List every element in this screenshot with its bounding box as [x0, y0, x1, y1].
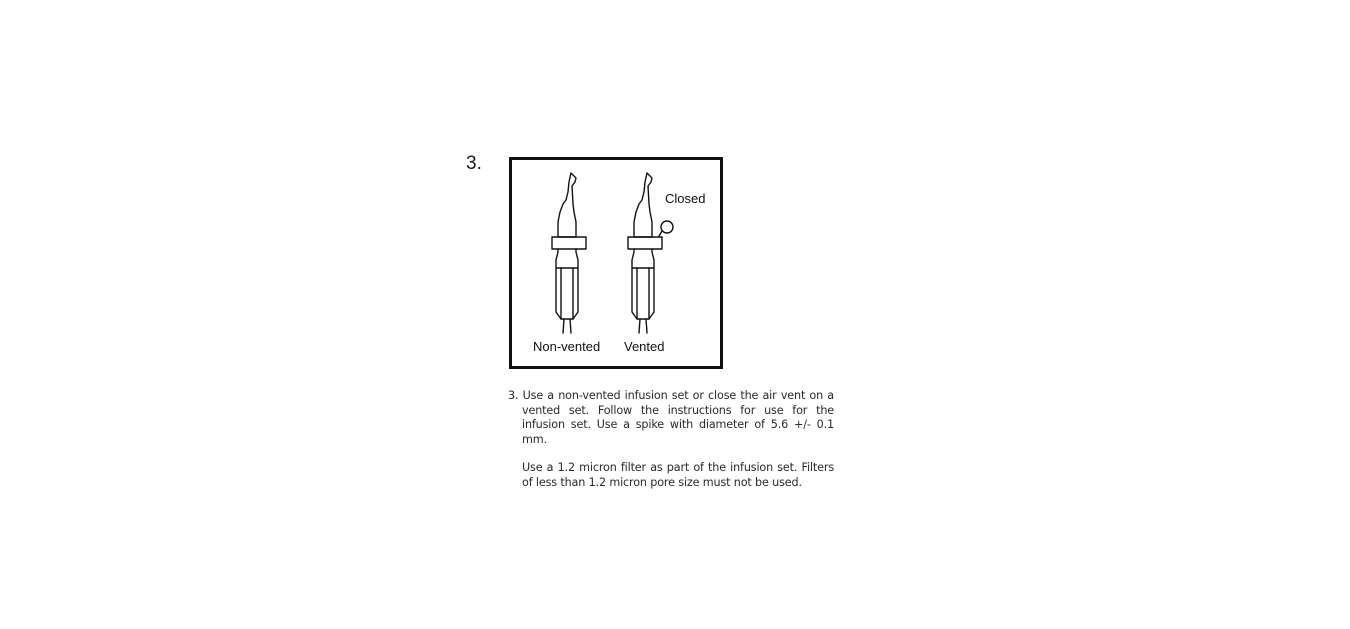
non-vented-spike-drawing [552, 173, 586, 333]
closed-label: Closed [665, 191, 706, 206]
non-vented-label: Non-vented [533, 339, 601, 354]
instruction-paragraph-1: 3. Use a non-vented infusion set or close the air vent on a vented set. Follow the instructions for use for the infusion set. Use a spike with diameter of 5.6 +/- 0.1 mm. [508, 389, 834, 446]
instruction-paragraph-2: Use a 1.2 micron filter as part of the infusion set. Filters of less than 1.2 micron pore size must not be used. [522, 461, 834, 489]
vented-label: Vented [624, 339, 665, 354]
instructions-text [508, 389, 834, 490]
step-number: 3. [466, 153, 482, 174]
infusion-set-figure [509, 157, 723, 369]
